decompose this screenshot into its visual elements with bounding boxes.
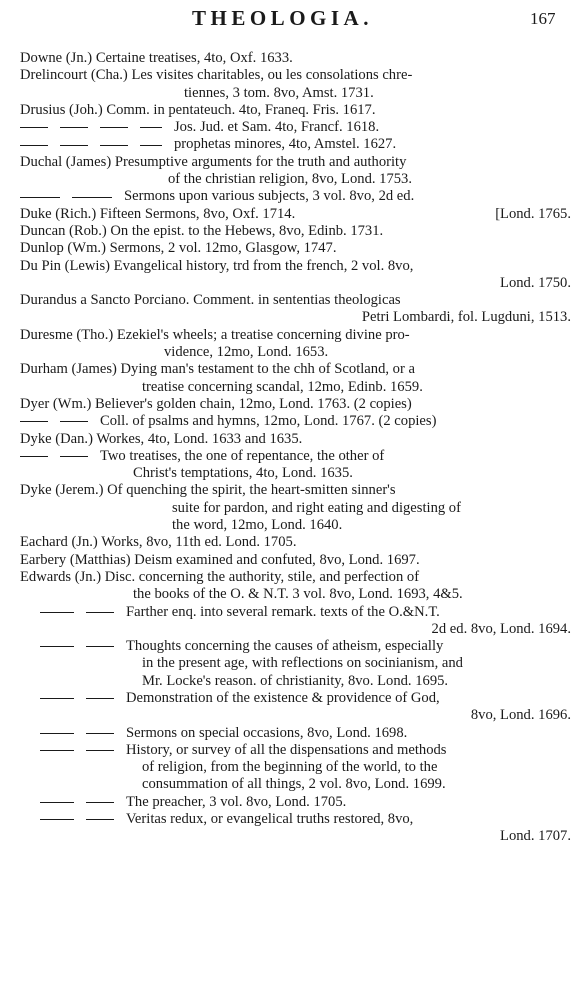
entry-title: prophetas minores, 4to, Amstel. 1627. — [174, 136, 397, 153]
entry-continuation: 8vo, Lond. 1696. — [470, 707, 571, 724]
entry-author: Dyke (Jerem.) — [20, 482, 104, 499]
entry-continuation: Christ's temptations, 4to, Lond. 1635. — [133, 465, 353, 482]
catalogue-entry — [0, 327, 577, 362]
catalogue-entry — [0, 292, 577, 327]
catalogue-entry — [0, 154, 577, 189]
catalogue-entry — [0, 50, 577, 67]
entry-continuation: the books of the O. & N.T. 3 vol. 8vo, Lond. 1693, 4&5. — [133, 586, 463, 603]
entry-title: Of quenching the spirit, the heart-smitten sinner's — [107, 482, 396, 499]
entry-author: Duke (Rich.) — [20, 205, 97, 222]
entry-title: On the epist. to the Hebews, 8vo, Edinb. 1731. — [110, 222, 384, 239]
entry-title: Dying man's testament to the chh of Scotland, or a — [120, 361, 415, 378]
catalogue-entry — [0, 361, 577, 396]
ditto-dash — [86, 733, 114, 734]
entry-title: History, or survey of all the dispensations and methods — [126, 741, 447, 758]
page-title: THEOLOGIA. — [192, 6, 373, 30]
entry-continuation: 2d ed. 8vo, Lond. 1694. — [431, 620, 571, 637]
catalogue-entry — [0, 482, 577, 534]
entry-title: Veritas redux, or evangelical truths restored, 8vo, — [126, 811, 414, 828]
catalogue-entries — [0, 50, 577, 846]
catalogue-entry — [0, 206, 577, 223]
entry-author: Edwards (Jn.) — [20, 568, 102, 585]
entry-continuation: Lond. 1750. — [500, 274, 571, 291]
entry-title: Workes, 4to, Lond. 1633 and 1635. — [96, 430, 303, 447]
ditto-dash — [86, 750, 114, 751]
entry-title: Sermons upon various subjects, 3 vol. 8vo, 2d ed. — [124, 188, 415, 205]
entry-continuation: in the present age, with reflections on socinianism, and — [142, 655, 463, 672]
catalogue-entry — [0, 690, 577, 725]
entry-continuation: vidence, 12mo, Lond. 1653. — [164, 344, 329, 361]
ditto-dash — [40, 750, 74, 751]
ditto-dash — [86, 698, 114, 699]
entry-author: Duchal (James) — [20, 153, 112, 170]
catalogue-entry — [0, 413, 577, 430]
ditto-dash — [86, 646, 114, 647]
entry-author: Durham (James) — [20, 361, 117, 378]
entry-title: Two treatises, the one of repentance, the other of — [100, 447, 385, 464]
catalogue-entry — [0, 431, 577, 448]
ditto-dash — [86, 802, 114, 803]
entry-author: Eachard (Jn.) — [20, 534, 98, 551]
ditto-dash — [100, 127, 128, 128]
entry-title: Comment. in sententias theologicas — [193, 292, 401, 309]
catalogue-entry — [0, 811, 577, 846]
catalogue-entry — [0, 136, 577, 153]
ditto-dash — [40, 802, 74, 803]
ditto-dash — [40, 733, 74, 734]
entry-title: Farther enq. into several remark. texts of the O.&N.T. — [126, 603, 440, 620]
ditto-dash — [20, 456, 48, 457]
entry-continuation: Lond. 1707. — [500, 828, 571, 845]
entry-author: Drusius (Joh.) — [20, 101, 103, 118]
entry-author: Dunlop (Wm.) — [20, 240, 106, 257]
entry-author: Downe (Jn.) — [20, 50, 93, 66]
ditto-dash — [40, 698, 74, 699]
catalogue-entry — [0, 67, 577, 102]
ditto-dash — [86, 612, 114, 613]
entry-title: Jos. Jud. et Sam. 4to, Francf. 1618. — [174, 119, 380, 136]
entry-author: Duresme (Tho.) — [20, 326, 114, 343]
entry-continuation: suite for pardon, and right eating and digesting of — [172, 499, 461, 516]
ditto-dash — [20, 145, 48, 146]
catalogue-entry — [0, 552, 577, 569]
ditto-dash — [60, 145, 88, 146]
ditto-dash — [140, 145, 162, 146]
ditto-dash — [140, 127, 162, 128]
entry-author: Durandus a Sancto Porciano. — [20, 292, 190, 309]
entry-title: Ezekiel's wheels; a treatise concerning divine pro- — [116, 326, 410, 343]
ditto-dash — [20, 197, 60, 198]
catalogue-entry — [0, 102, 577, 119]
entry-title: Deism examined and confuted, 8vo, Lond. 1697. — [134, 551, 420, 568]
entry-author: Du Pin (Lewis) — [20, 257, 110, 274]
catalogue-entry — [0, 725, 577, 742]
entry-title: Coll. of psalms and hymns, 12mo, Lond. 1767. (2 copies) — [100, 413, 437, 430]
entry-continuation: of religion, from the beginning of the world, to the — [142, 759, 438, 776]
catalogue-entry — [0, 569, 577, 604]
entry-author: Drelincourt (Cha.) — [20, 67, 128, 84]
entry-author: Dyke (Dan.) — [20, 430, 93, 447]
ditto-dash — [20, 421, 48, 422]
entry-continuation: Mr. Locke's reason. of christianity, 8vo. Lond. 1695. — [142, 672, 449, 689]
entry-title: Thoughts concerning the causes of atheism, especially — [126, 638, 444, 655]
entry-title: Les visites charitables, ou les consolations chre- — [131, 67, 413, 84]
entry-title: Disc. concerning the authority, stile, and perfection of — [104, 568, 420, 585]
catalogue-entry — [0, 223, 577, 240]
entry-title: Comm. in pentateuch. 4to, Franeq. Fris. 1617. — [106, 101, 376, 118]
catalogue-entry — [0, 534, 577, 551]
entry-title: Sermons, 2 vol. 12mo, Glasgow, 1747. — [109, 240, 337, 257]
ditto-dash — [40, 612, 74, 613]
entry-author: Duncan (Rob.) — [20, 222, 107, 239]
ditto-dash — [20, 127, 48, 128]
entry-title: Presumptive arguments for the truth and authority — [114, 153, 407, 170]
catalogue-entry — [0, 794, 577, 811]
ditto-dash — [60, 421, 88, 422]
ditto-dash — [86, 819, 114, 820]
catalogue-entry — [0, 119, 577, 136]
ditto-dash — [60, 456, 88, 457]
catalogue-entry — [0, 604, 577, 639]
entry-title: Believer's golden chain, 12mo, Lond. 1763. (2 copies) — [94, 395, 412, 412]
ditto-dash — [72, 197, 112, 198]
ditto-dash — [100, 145, 128, 146]
entry-continuation: Petri Lombardi, fol. Lugduni, 1513. — [361, 309, 571, 326]
catalogue-entry — [0, 240, 577, 257]
catalogue-entry — [0, 258, 577, 293]
entry-continuation: treatise concerning scandal, 12mo, Edinb. 1659. — [142, 378, 423, 395]
running-head — [0, 4, 577, 34]
entry-continuation: [Lond. 1765. — [495, 205, 571, 222]
catalogue-entry — [0, 188, 577, 205]
entry-title: Demonstration of the existence & providence of God, — [126, 689, 440, 706]
entry-title: Fifteen Sermons, 8vo, Oxf. 1714. — [99, 205, 296, 222]
catalogue-entry — [0, 396, 577, 413]
entry-title: Certaine treatises, 4to, Oxf. 1633. — [95, 50, 293, 66]
entry-author: Earbery (Matthias) — [20, 551, 131, 568]
ditto-dash — [40, 646, 74, 647]
entry-author: Dyer (Wm.) — [20, 395, 92, 412]
entry-title: Sermons on special occasions, 8vo, Lond. 1698. — [126, 724, 408, 741]
entry-title: Works, 8vo, 11th ed. Lond. 1705. — [101, 534, 297, 551]
ditto-dash — [40, 819, 74, 820]
entry-title: Evangelical history, trd from the french, 2 vol. 8vo, — [113, 257, 414, 274]
entry-continuation: consummation of all things, 2 vol. 8vo, Lond. 1699. — [142, 776, 446, 793]
page-number: 167 — [530, 9, 556, 28]
entry-continuation: the word, 12mo, Lond. 1640. — [172, 517, 343, 534]
entry-continuation: tiennes, 3 tom. 8vo, Amst. 1731. — [184, 84, 374, 101]
catalogue-entry — [0, 742, 577, 794]
entry-title: The preacher, 3 vol. 8vo, Lond. 1705. — [126, 793, 347, 810]
entry-continuation: of the christian religion, 8vo, Lond. 1753. — [168, 171, 412, 188]
catalogue-entry — [0, 448, 577, 483]
ditto-dash — [60, 127, 88, 128]
catalogue-entry — [0, 638, 577, 690]
